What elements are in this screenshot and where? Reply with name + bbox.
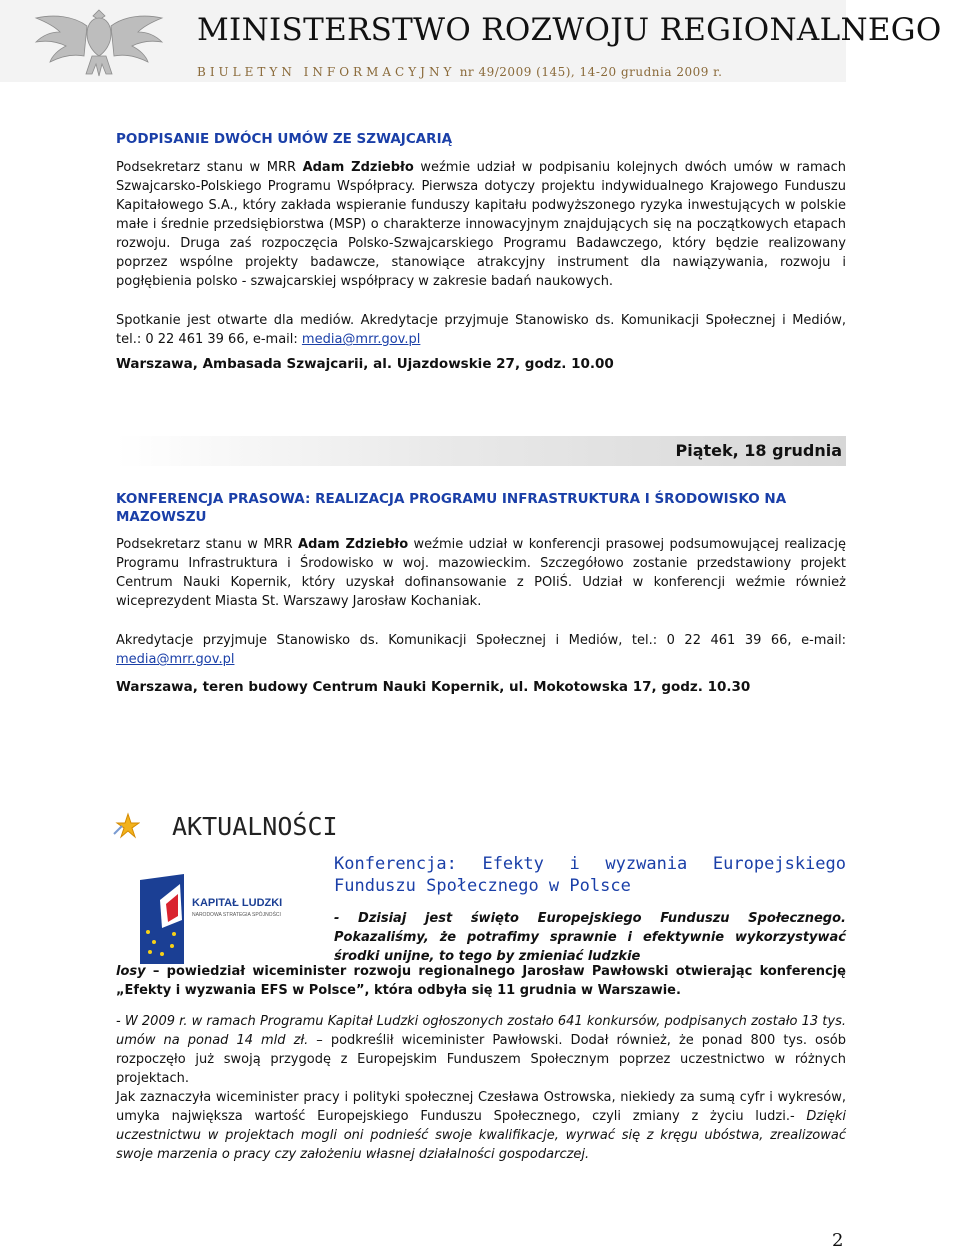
section1-location: Warszawa, Ambasada Szwajcarii, al. Ujazdowskie 27, godz. 10.00 — [116, 356, 614, 372]
star-bullet-icon — [112, 812, 140, 840]
date-header: Piątek, 18 grudnia — [675, 441, 842, 460]
text-run: losy — [116, 964, 146, 979]
email-link[interactable]: media@mrr.gov.pl — [116, 652, 235, 667]
text-run: Podsekretarz stanu w MRR — [116, 537, 299, 552]
news-quote-intro: - Dzisiaj jest święto Europejskiego Funduszu Społecznego. Pokazaliśmy, że potrafimy sprawnie i efektywnie wykorzystywać środki unijne, to tego by zmieniać ludzkie — [334, 911, 846, 964]
person-name: Adam Zdziebło — [298, 537, 409, 552]
section2-location: Warszawa, teren budowy Centrum Nauki Kopernik, ul. Mokotowska 17, godz. 10.30 — [116, 679, 751, 695]
email-link[interactable]: media@mrr.gov.pl — [301, 332, 421, 347]
person-name: Adam Zdziebło — [302, 160, 414, 175]
logo-name: KAPITAŁ LUDZKI — [192, 897, 283, 909]
news-heading: AKTUALNOŚCI — [172, 812, 338, 841]
conference-title: Konferencja: Efekty i wyzwania Europejskiego Funduszu Społecznego w Polsce — [334, 854, 846, 896]
bulletin-line — [197, 65, 722, 79]
text-run: – podkreślił wiceminister Pawłowski. Dodał również, że ponad 800 tys. osób rozpoczęło już swoją przygodę z Europejskim Funduszem Społecznym poprzez uczestnictwo w różnych projektach. — [116, 1033, 846, 1086]
polish-eagle-emblem-icon — [14, 4, 184, 80]
logo-subtitle: NARODOWA STRATEGIA SPÓJNOŚCI — [192, 912, 281, 918]
page-number: 2 — [832, 1230, 844, 1251]
text-run: Jak zaznaczyła wiceminister pracy i polityki społecznej Czesława Ostrowska, niekiedy za sumą cyfr i wykresów, umyka największa wartość Europejskiego Funduszu Społecznego, czyli zmiany z życiu ludzi.- — [116, 1090, 846, 1124]
section-title-press-conference: KONFERENCJA PRASOWA: REALIZACJA PROGRAMU INFRASTRUKTURA I ŚRODOWISKO NA MAZOWSZU — [116, 491, 787, 525]
text-run: Akredytacje przyjmuje Stanowisko ds. Komunikacji Społecznej i Mediów, tel.: 0 22 461 39 66, e-mail: — [116, 633, 846, 648]
text-run: Dzięki uczestnictwu w projektach mogli oni podnieść swoje kwalifikacje, wyrwać się z kręgu ubóstwa, zrealizować swoje marzenia o pracy czy założeniu własnej działalności gospodarczej. — [116, 1109, 846, 1162]
news-quote-continuation — [116, 962, 846, 1000]
text-run: - W 2009 r. w ramach Programu Kapitał Ludzki ogłoszonych zostało 641 konkursów, podpisanych zostało 13 tys. umów na ponad 14 mld zł. — [116, 1014, 846, 1048]
kapital-ludzki-logo-icon — [140, 872, 320, 964]
section2-accreditation — [116, 631, 846, 669]
section1-paragraph — [116, 158, 846, 291]
text-run: Spotkanie jest otwarte dla mediów. Akredytacje przyjmuje Stanowisko ds. Komunikacji Społecznej i Mediów, tel.: 0 22 461 39 66, e-mail: — [116, 313, 846, 347]
text-run: weźmie udział w podpisaniu kolejnych dwóch umów w ramach Szwajcarsko-Polskiego Programu Współpracy. Pierwsza dotyczy projektu indywidualnego Krajowego Funduszu Kapitałowego S.A., który zakłada wspieranie funduszy kapitału podwyższonego ryzyka inwestujących w polskie małe i średnie przedsiębiorstwa (MSP) o charakterze innowacyjnym znajdujących się na początkowych etapach rozwoju. Druga zaś rozpoczęcia Polsko-Szwajcarskiego Programu Badawczego, który będzie realizowany poprzez wspólne projekty badawcze, stanowiące atrakcyjny instrument dla nawiązywania, rozwoju i pogłębienia polsko - szwajcarskiej współpracy w zakresie badań naukowych. — [116, 160, 846, 289]
section-title-swiss-agreements: PODPISANIE DWÓCH UMÓW ZE SZWAJCARIĄ — [116, 131, 453, 147]
section1-accreditation — [116, 311, 846, 349]
news-paragraph-3 — [116, 1088, 846, 1164]
section2-paragraph — [116, 535, 846, 611]
ministry-name: MINISTERSTWO ROZWOJU REGIONALNEGO — [197, 12, 942, 48]
text-run: Podsekretarz stanu w MRR — [116, 160, 303, 175]
bulletin-issue: nr 49/2009 (145), 14-20 grudnia 2009 r. — [459, 65, 723, 79]
bulletin-label: BIULETYN INFORMACYJNY — [197, 65, 456, 79]
text-run: – powiedział wiceminister rozwoju regionalnego Jarosław Pawłowski otwierając konferencję „Efekty i wyzwania EFS w Polsce”, która odbyła się 11 grudnia w Warszawie. — [116, 964, 846, 998]
text-run: weźmie udział w konferencji prasowej podsumowującej realizację Programu Infrastruktura i Środowisko w woj. mazowieckim. Szczegółowo zostanie przedstawiony projekt Centrum Nauki Kopernik, który uzyskał dofinansowanie z POIiŚ. Udział w konferencji weźmie również wiceprezydent Miasta St. Warszawy Jarosław Kochaniak. — [116, 537, 847, 609]
news-paragraph-2 — [116, 1012, 846, 1088]
